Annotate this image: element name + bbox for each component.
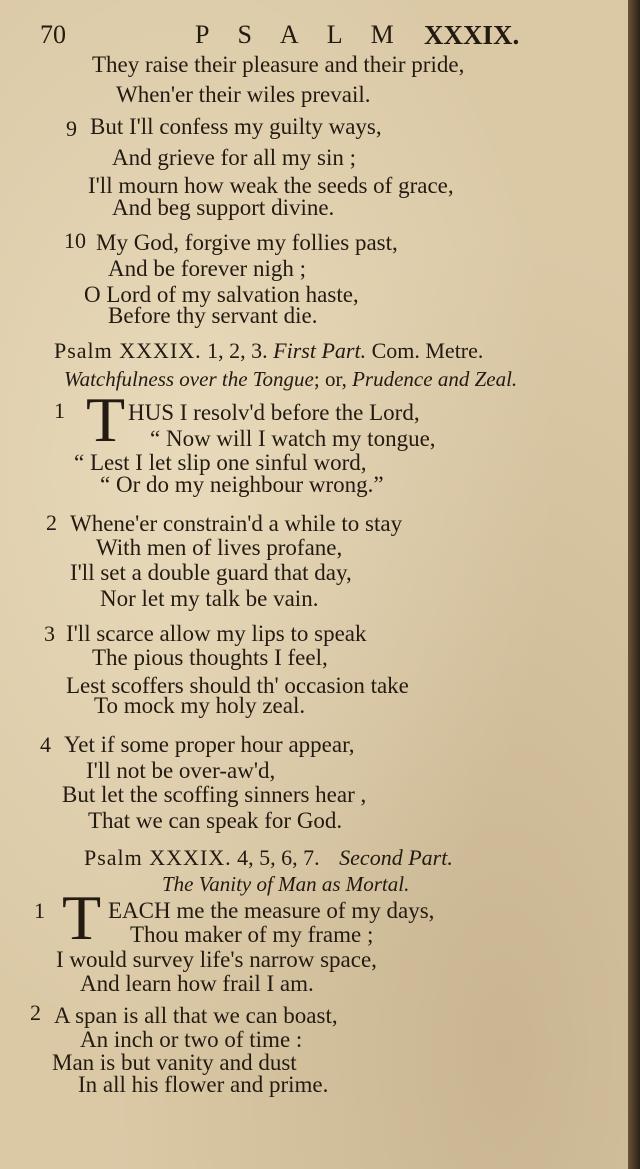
verse-line: My God, forgive my follies past, (96, 230, 398, 255)
verse-line: Whene'er constrain'd a while to stay (70, 511, 403, 536)
verse-line: “ Now will I watch my tongue, (150, 426, 436, 451)
verse-line: They raise their pleasure and their pride, (92, 52, 465, 77)
psalm-heading-title: Psalm XXXIX. (84, 845, 232, 870)
psalm-subtitle: The Vanity of Man as Mortal. (162, 872, 410, 896)
verse-number: 2 (46, 510, 57, 535)
verse-line: HUS I resolv'd before the Lord, (128, 400, 420, 425)
subtitle-left: Watchfulness over the Tongue (64, 367, 314, 391)
running-psalm-number: XXXIX. (424, 20, 520, 50)
page-number: 70 (40, 20, 66, 49)
verse-number: 9 (66, 116, 77, 141)
verse-number: 2 (30, 1000, 41, 1025)
verse-line: Nor let my talk be vain. (100, 586, 319, 611)
psalm-heading (84, 845, 453, 871)
verse-line: I'll not be over-aw'd, (86, 758, 276, 783)
psalm-heading-verses: 1, 2, 3. (207, 338, 268, 363)
subtitle-right: Prudence and Zeal. (352, 367, 518, 391)
verse-line: And learn how frail I am. (80, 971, 314, 996)
verse-line: In all his flower and prime. (78, 1072, 329, 1097)
verse-line: I'll set a double guard that day, (70, 560, 352, 585)
subtitle-separator: ; or, (313, 367, 347, 391)
verse-number: 1 (54, 398, 65, 423)
verse-line: But let the scoffing sinners hear , (62, 782, 367, 807)
psalm-heading-title: Psalm XXXIX. (54, 338, 202, 363)
verse-line: EACH me the measure of my days, (108, 898, 435, 923)
verse-line: I would survey life's narrow space, (56, 947, 377, 972)
verse-line: And grieve for all my sin ; (112, 145, 357, 170)
running-title: PSALM (195, 20, 422, 49)
verse-line: A span is all that we can boast, (54, 1003, 338, 1028)
verse-line: But I'll confess my guilty ways, (90, 114, 382, 139)
verse-line: Before thy servant die. (108, 303, 318, 328)
psalm-heading-metre: Com. Metre. (371, 338, 484, 363)
verse-line: With men of lives profane, (96, 535, 343, 560)
verse-line: The pious thoughts I feel, (92, 645, 328, 670)
verse-line: And be forever nigh ; (108, 256, 306, 281)
verse-number: 10 (64, 228, 86, 253)
verse-line: O Lord of my salvation haste, (84, 282, 359, 307)
verse-line: When'er their wiles prevail. (116, 82, 371, 107)
verse-line: Thou maker of my frame ; (130, 922, 374, 947)
verse-line: I'll scarce allow my lips to speak (66, 621, 367, 646)
verse-line: “ Or do my neighbour wrong.” (100, 472, 384, 497)
verse-line: Lest scoffers should th' occasion take (66, 673, 409, 698)
verse-number: 4 (40, 732, 51, 757)
verse-line: To mock my holy zeal. (94, 693, 306, 718)
verse-line: That we can speak for God. (88, 808, 343, 833)
psalm-subtitle (64, 367, 517, 392)
drop-capital: T (86, 384, 126, 455)
page-edge-shadow (628, 0, 640, 1169)
verse-line: Man is but vanity and dust (52, 1050, 297, 1075)
drop-capital: T (62, 882, 102, 953)
verse-line: And beg support divine. (112, 195, 335, 220)
verse-line: An inch or two of time : (80, 1027, 303, 1052)
verse-line: Yet if some proper hour appear, (64, 732, 355, 757)
psalm-heading-verses: 4, 5, 6, 7. (237, 845, 320, 870)
verse-number: 1 (34, 898, 45, 923)
psalm-heading-part: Second Part. (339, 845, 453, 870)
psalm-heading (54, 338, 483, 364)
verse-line: “ Lest I let slip one sinful word, (74, 450, 367, 475)
verse-line: I'll mourn how weak the seeds of grace, (88, 173, 454, 198)
psalm-heading-part: First Part. (273, 338, 367, 363)
verse-number: 3 (44, 621, 55, 646)
